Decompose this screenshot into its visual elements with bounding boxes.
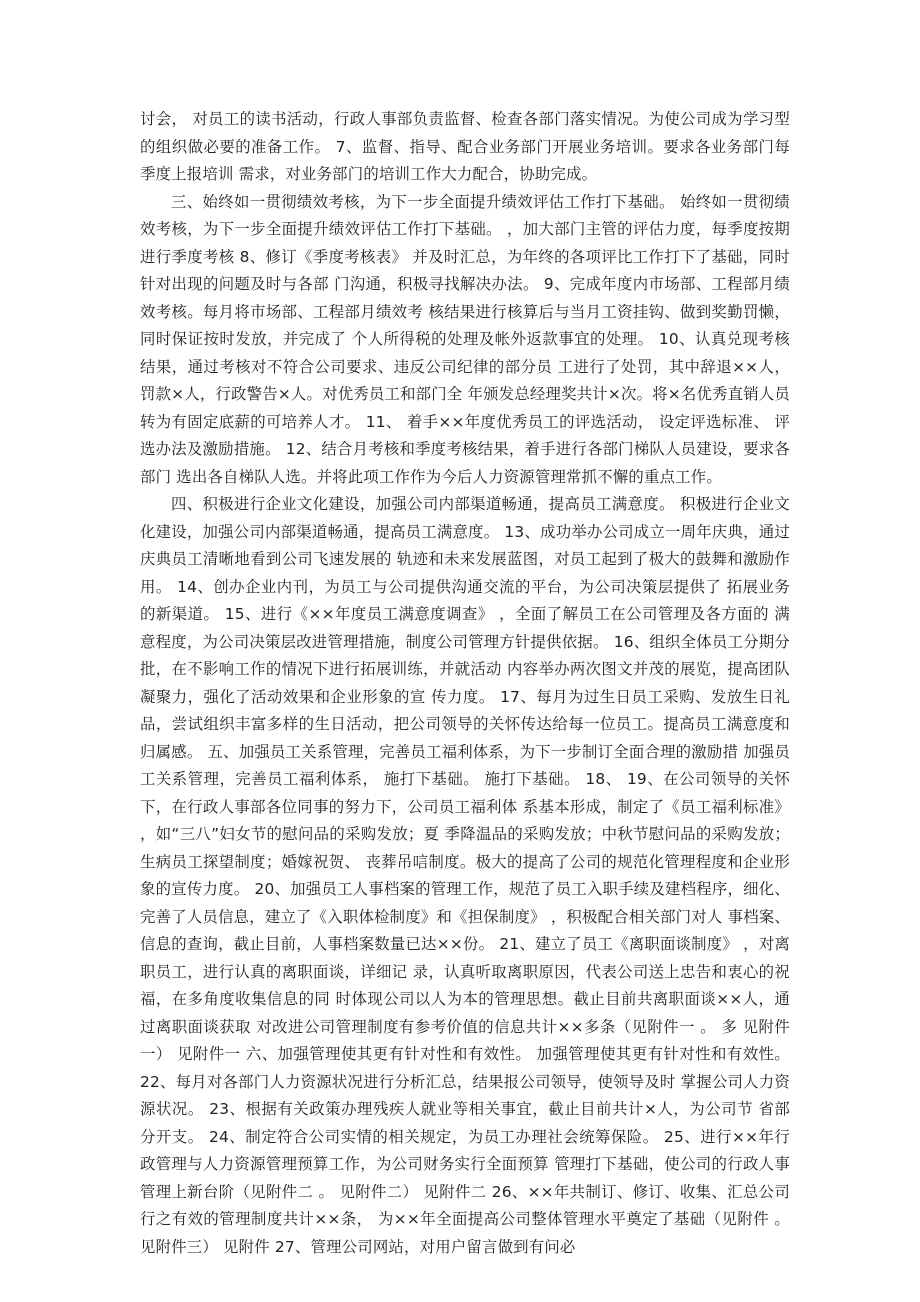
paragraph-continuation: 讨会， 对员工的读书活动，行政人事部负责监督、检查各部门落实情况。为使公司成为学习型的组织做必要的准备工作。 7、监督、指导、配合业务部门开展业务培训。要求各业务部门每季度上报培训 需求，对业务部门的培训工作大力配合，协助完成。	[140, 110, 790, 183]
document-body	[140, 106, 790, 1261]
paragraph-section-three: 三、始终如一贯彻绩效考核，为下一步全面提升绩效评估工作打下基础。 始终如一贯彻绩效考核，为下一步全面提升绩效评估工作打下基础。 ，加大部门主管的评估力度，每季度按期进行季度考核 8、修订《季度考核表》 并及时汇总，为年终的各项评比工作打下了基础，同时针对出现的问题及时与各部 门沟通，积极寻找解决办法。 9、完成年度内市场部、工程部月绩效考核。每月将市场部、工程部月绩效考 核结果进行核算后与当月工资挂钩、做到奖勤罚懒，同时保证按时发放，并完成了 个人所得税的处理及帐外返款事宜的处理。 10、认真兑现考核结果，通过考核对不符合公司要求、违反公司纪律的部分员 工进行了处罚，其中辞退××人，罚款×人，行政警告×人。对优秀员工和部门全 年颁发总经理奖共计×次。将×名优秀直销人员转为有固定底薪的可培养人才。 11、 着手××年度优秀员工的评选活动， 设定评选标准、 评选办法及激励措施。 12、结合月考核和季度考核结果，着手进行各部门梯队人员建设，要求各部门 选出各自梯队人选。并将此项工作作为今后人力资源管理常抓不懈的重点工作。	[140, 192, 790, 486]
paragraph-section-four: 四、积极进行企业文化建设，加强公司内部渠道畅通，提高员工满意度。 积极进行企业文化建设，加强公司内部渠道畅通，提高员工满意度。 13、成功举办公司成立一周年庆典，通过庆典员工清晰地看到公司飞速发展的 轨迹和未来发展蓝图，对员工起到了极大的鼓舞和激励作用。 14、创办企业内刊，为员工与公司提供沟通交流的平台，为公司决策层提供了 拓展业务的新渠道。 15、进行《××年度员工满意度调查》 ，全面了解员工在公司管理及各方面的 满意程度，为公司决策层改进管理措施，制度公司管理方针提供依据。 16、组织全体员工分期分批，在不影响工作的情况下进行拓展训练，并就活动 内容举办两次图文并茂的展览，提高团队凝聚力，强化了活动效果和企业形象的宣 传力度。 17、每月为过生日员工采购、发放生日礼品，尝试组织丰富多样的生日活动，把公司领导的关怀传达给每一位员工。提高员工满意度和归属感。 五、加强员工关系管理，完善员工福利体系，为下一步制订全面合理的激励措 加强员工关系管理，完善员工福利体系， 施打下基础。 施打下基础。 18、 19、在公司领导的关怀下，在行政人事部各位同事的努力下，公司员工福利体 系基本形成，制定了《员工福利标准》 ，如“三八”妇女节的慰问品的采购发放；夏 季降温品的采购发放；中秋节慰问品的采购发放；生病员工探望制度；婚嫁祝贺、 丧葬吊唁制度。极大的提高了公司的规范化管理程度和企业形象的宣传力度。 20、加强员工人事档案的管理工作，规范了员工入职手续及建档程序，细化、 完善了人员信息，建立了《入职体检制度》和《担保制度》 ，积极配合相关部门对人 事档案、信息的查询，截止目前，人事档案数量已达××份。 21、建立了员工《离职面谈制度》 ，对离职员工，进行认真的离职面谈，详细记 录，认真听取离职原因，代表公司送上忠告和衷心的祝福，在多角度收集信息的同 时体现公司以人为本的管理思想。截止目前共离职面谈××人，通过离职面谈获取 对改进公司管理制度有参考价值的信息共计××多条（见附件一 。 多 见附件一） 见附件一 六、加强管理使其更有针对性和有效性。 加强管理使其更有针对性和有效性。 22、每月对各部门人力资源状况进行分析汇总，结果报公司领导，使领导及时 掌握公司人力资源状况。 23、根据有关政策办理残疾人就业等相关事宜，截止目前共计×人，为公司节 省部分开支。 24、制定符合公司实情的相关规定，为员工办理社会统筹保险。 25、进行××年行政管理与人力资源管理预算工作，为公司财务实行全面预算 管理打下基础，使公司的行政人事管理上新台阶（见附件二 。 见附件二） 见附件二 26、××年共制订、修订、收集、汇总公司行之有效的管理制度共计××条， 为××年全面提高公司整体管理水平奠定了基础（见附件 。 见附件三） 见附件 27、管理公司网站，对用户留言做到有问必	[140, 495, 790, 1256]
